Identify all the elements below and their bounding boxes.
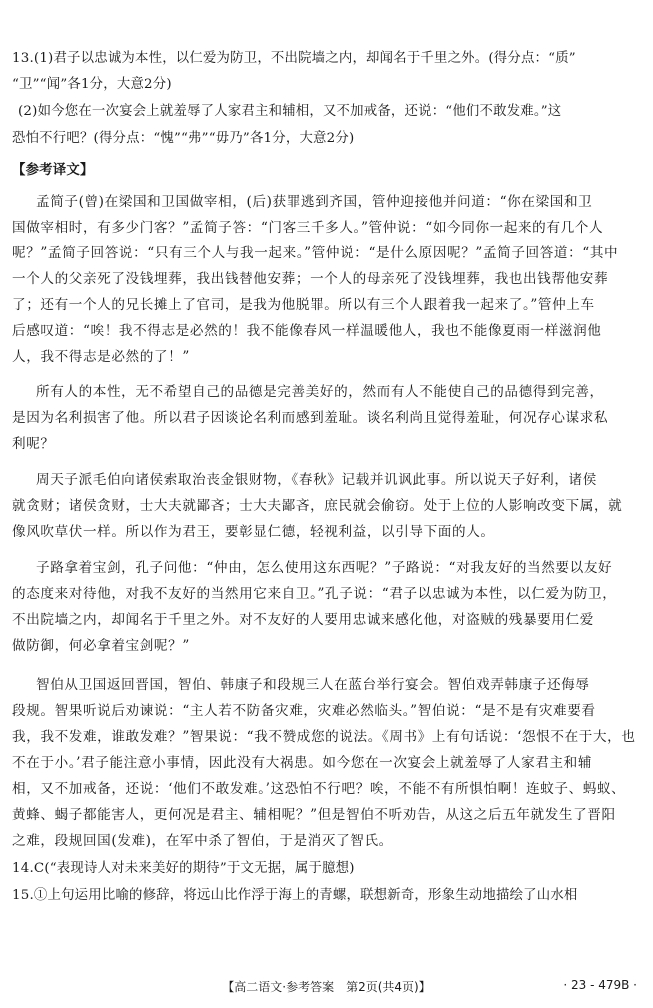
- page-footer: [0, 976, 653, 996]
- footer-page-label: 【高二语文·参考答案 第2页(共4页)】: [222, 980, 431, 994]
- q13-part2-line1: (2)如今您在一次宴会上就羞辱了人家君主和辅相，又不加戒备，还说：“他们不敢发难。”这: [18, 104, 562, 119]
- translation-p5-line3: 我，我不发难，谁敢发难？”智果说：“我不赞成您的说法。《周书》上有句话说：‘怨恨不在于大，也: [12, 729, 636, 745]
- q15-answer-line1: 15.①上句运用比喻的修辞，将远山比作浮于海上的青螺，联想新奇，形象生动地描绘了山水相: [12, 888, 578, 903]
- translation-p5-line1: 智伯从卫国返回晋国，智伯、韩康子和段规三人在蓝台举行宴会。智伯戏弄韩康子还侮辱: [36, 677, 590, 693]
- translation-p2-line2: 是因为名利损害了他。所以君子因谈论名利而感到羞耻。谈名利尚且觉得羞耻，何况存心谋求私: [12, 410, 609, 426]
- translation-p2-line3: 利呢？: [12, 436, 55, 452]
- footer-exam-code: · 23 - 479B ·: [563, 978, 637, 992]
- translation-p3-line2: 就贪财；诸侯贪财，士大夫就鄙吝；士大夫鄙吝，庶民就会偷窃。处于上位的人影响改变下属，就: [12, 498, 623, 514]
- translation-p5-line4: 不在于小。’君子能注意小事情，因此没有大祸患。如今您在一次宴会上就羞辱了人家君主和辅: [12, 755, 593, 771]
- translation-p1-line2: 国做宰相时，有多少门客？”孟简子答：“门客三千多人。”管仲说：“如今同你一起来的有几个人: [12, 220, 604, 236]
- translation-p1-line3: 呢？”孟简子回答说：“只有三个人与我一起来。”管仲说：“是什么原因呢？”孟简子回答道：“其中: [12, 245, 619, 261]
- translation-p5-line6: 黄蜂、蝎子都能害人，更何况是君主、辅相呢？”但是智伯不听劝告，从这之后五年就发生了晋阳: [12, 807, 616, 823]
- translation-p1-line1: 孟简子(曾)在梁国和卫国做宰相，(后)获罪逃到齐国，管仲迎接他并问道：“你在梁国和卫: [36, 194, 593, 210]
- translation-p4-line4: 做防御，何必拿着宝剑呢？”: [12, 638, 190, 654]
- translation-p5-line2: 段规。智果听说后劝谏说：“主人若不防备灾难，灾难必然临头。”智伯说：“是不是有灾难要看: [12, 703, 596, 719]
- q13-part1-line1: 13.(1)君子以忠诚为本性，以仁爱为防卫，不出院墙之内，却闻名于千里之外。(得分点：“质”: [12, 51, 576, 66]
- translation-p1-line5: 了；还有一个人的兄长摊上了官司，是我为他脱罪。所以有三个人跟着我一起来了。”管仲上车: [12, 297, 595, 313]
- translation-p4-line2: 的态度来对待他，对我不友好的当然用它来自卫。”孔子说：“君子以忠诚为本性，以仁爱为防卫，: [12, 586, 617, 602]
- q13-part2-line2: 恐怕不行吧？(得分点：“愧”“弗”“毋乃”各1分，大意2分): [12, 131, 355, 146]
- translation-p4-line3: 不出院墙之内，却闻名于千里之外。对不友好的人要用忠诚来感化他，对盗贼的残暴要用仁爱: [12, 612, 594, 628]
- q14-answer: 14.C(“表现诗人对未来美好的期待”于文无据，属于臆想): [12, 861, 355, 876]
- section-title-translation: 【参考译文】: [12, 163, 94, 178]
- translation-p1-line4: 一个人的父亲死了没钱埋葬，我出钱替他安葬；一个人的母亲死了没钱埋葬，我也出钱帮他安葬: [12, 271, 609, 287]
- translation-p2-line1: 所有人的本性，无不希望自己的品德是完善美好的，然而有人不能使自己的品德得到完善，: [36, 384, 604, 400]
- translation-p1-line7: 人，我不得志是必然的了！”: [12, 349, 190, 365]
- q13-part1-line2: “卫”“闻”各1分，大意2分): [12, 77, 172, 92]
- translation-p4-line1: 子路拿着宝剑，孔子问他：“仲由，怎么使用这东西呢？”子路说：“对我友好的当然要以友好: [36, 560, 613, 576]
- translation-p1-line6: 后感叹道：“唉！我不得志是必然的！我不能像春风一样温暖他人，我也不能像夏雨一样滋润他: [12, 323, 602, 339]
- translation-p3-line3: 像风吹草伏一样。所以作为君王，要彰显仁德，轻视利益，以引导下面的人。: [12, 524, 495, 540]
- translation-p5-line7: 之难，段规回国(发难)，在军中杀了智伯，于是消灭了智氏。: [12, 833, 393, 849]
- translation-p3-line1: 周天子派毛伯向诸侯索取治丧金银财物，《春秋》记载并讥讽此事。所以说天子好利，诸侯: [36, 472, 597, 488]
- translation-p5-line5: 相，又不加戒备，还说：‘他们不敢发难。’这恐怕不行吧？唉，不能不有所惧怕啊！连蚊子、蚂蚁、: [12, 781, 626, 797]
